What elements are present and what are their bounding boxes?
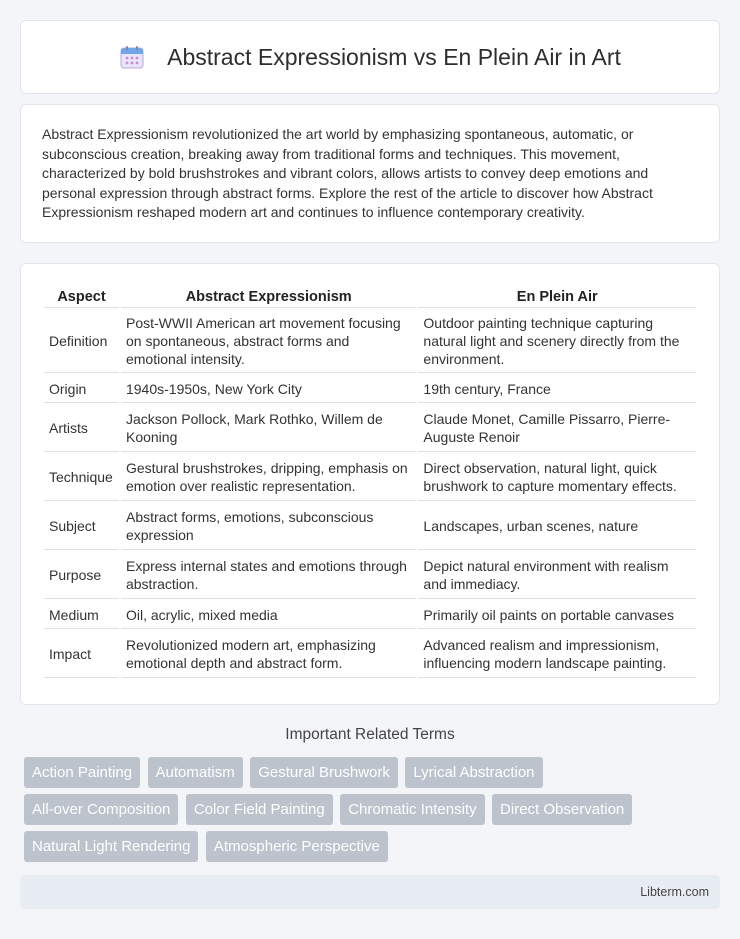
cell-en-plein-air: 19th century, France: [418, 375, 696, 403]
calendar-icon: [119, 44, 145, 70]
cell-abstract-expressionism: Jackson Pollock, Mark Rothko, Willem de Kooning: [121, 405, 416, 452]
cell-en-plein-air: Outdoor painting technique capturing natural light and scenery directly from the environment.: [418, 310, 696, 373]
cell-aspect: Definition: [44, 310, 119, 373]
cell-en-plein-air: Claude Monet, Camille Pissarro, Pierre-Auguste Renoir: [418, 405, 696, 452]
comparison-card: [20, 263, 720, 705]
comparison-table: [42, 281, 698, 680]
tag-atmospheric-perspective[interactable]: Atmospheric Perspective: [206, 831, 388, 862]
header-aspect: Aspect: [44, 283, 119, 308]
footer-brand-link[interactable]: Libterm.com: [640, 885, 709, 899]
cell-aspect: Artists: [44, 405, 119, 452]
table-row: [44, 631, 696, 678]
header-abstract-expressionism: Abstract Expressionism: [121, 283, 416, 308]
cell-en-plein-air: Landscapes, urban scenes, nature: [418, 503, 696, 550]
cell-abstract-expressionism: Express internal states and emotions through abstraction.: [121, 552, 416, 599]
cell-aspect: Medium: [44, 601, 119, 629]
tag-action-painting[interactable]: Action Painting: [24, 757, 140, 788]
intro-card: [20, 104, 720, 243]
cell-aspect: Impact: [44, 631, 119, 678]
related-terms-list: [24, 757, 724, 868]
table-row: [44, 310, 696, 373]
table-row: [44, 503, 696, 550]
cell-abstract-expressionism: 1940s-1950s, New York City: [121, 375, 416, 403]
header-en-plein-air: En Plein Air: [418, 283, 696, 308]
table-row: [44, 454, 696, 501]
cell-abstract-expressionism: Revolutionized modern art, emphasizing emotional depth and abstract form.: [121, 631, 416, 678]
footer: [20, 875, 720, 909]
tag-automatism[interactable]: Automatism: [148, 757, 243, 788]
cell-abstract-expressionism: Abstract forms, emotions, subconscious expression: [121, 503, 416, 550]
cell-abstract-expressionism: Oil, acrylic, mixed media: [121, 601, 416, 629]
related-terms-heading: Important Related Terms: [285, 726, 455, 743]
cell-en-plein-air: Primarily oil paints on portable canvases: [418, 601, 696, 629]
tag-gestural-brushwork[interactable]: Gestural Brushwork: [250, 757, 398, 788]
cell-en-plein-air: Advanced realism and impressionism, influencing modern landscape painting.: [418, 631, 696, 678]
table-row: [44, 405, 696, 452]
tag-chromatic-intensity[interactable]: Chromatic Intensity: [340, 794, 484, 825]
tag-all-over-composition[interactable]: All-over Composition: [24, 794, 178, 825]
tag-color-field-painting[interactable]: Color Field Painting: [186, 794, 333, 825]
cell-abstract-expressionism: Post-WWII American art movement focusing on spontaneous, abstract forms and emotional intensity.: [121, 310, 416, 373]
cell-en-plein-air: Depict natural environment with realism and immediacy.: [418, 552, 696, 599]
table-row: [44, 552, 696, 599]
tag-direct-observation[interactable]: Direct Observation: [492, 794, 632, 825]
page-title: Abstract Expressionism vs En Plein Air in Art: [167, 43, 621, 70]
table-row: [44, 375, 696, 403]
table-row: [44, 601, 696, 629]
intro-paragraph: Abstract Expressionism revolutionized the art world by emphasizing spontaneous, automatic, or subconscious creation, breaking away from traditional forms and techniques. This movement, characterized by bold brushstrokes and vibrant colors, allows artists to convey deep emotions and personal expression through abstract forms. Explore the rest of the article to discover how Abstract Expressionism reshaped modern art and continues to influence contemporary creativity.: [42, 126, 653, 221]
title-card: [20, 20, 720, 94]
cell-aspect: Subject: [44, 503, 119, 550]
tag-lyrical-abstraction[interactable]: Lyrical Abstraction: [405, 757, 542, 788]
cell-aspect: Origin: [44, 375, 119, 403]
cell-aspect: Purpose: [44, 552, 119, 599]
cell-aspect: Technique: [44, 454, 119, 501]
cell-abstract-expressionism: Gestural brushstrokes, dripping, emphasis on emotion over realistic representation.: [121, 454, 416, 501]
cell-en-plein-air: Direct observation, natural light, quick brushwork to capture momentary effects.: [418, 454, 696, 501]
table-header-row: [44, 283, 696, 308]
tag-natural-light-rendering[interactable]: Natural Light Rendering: [24, 831, 198, 862]
